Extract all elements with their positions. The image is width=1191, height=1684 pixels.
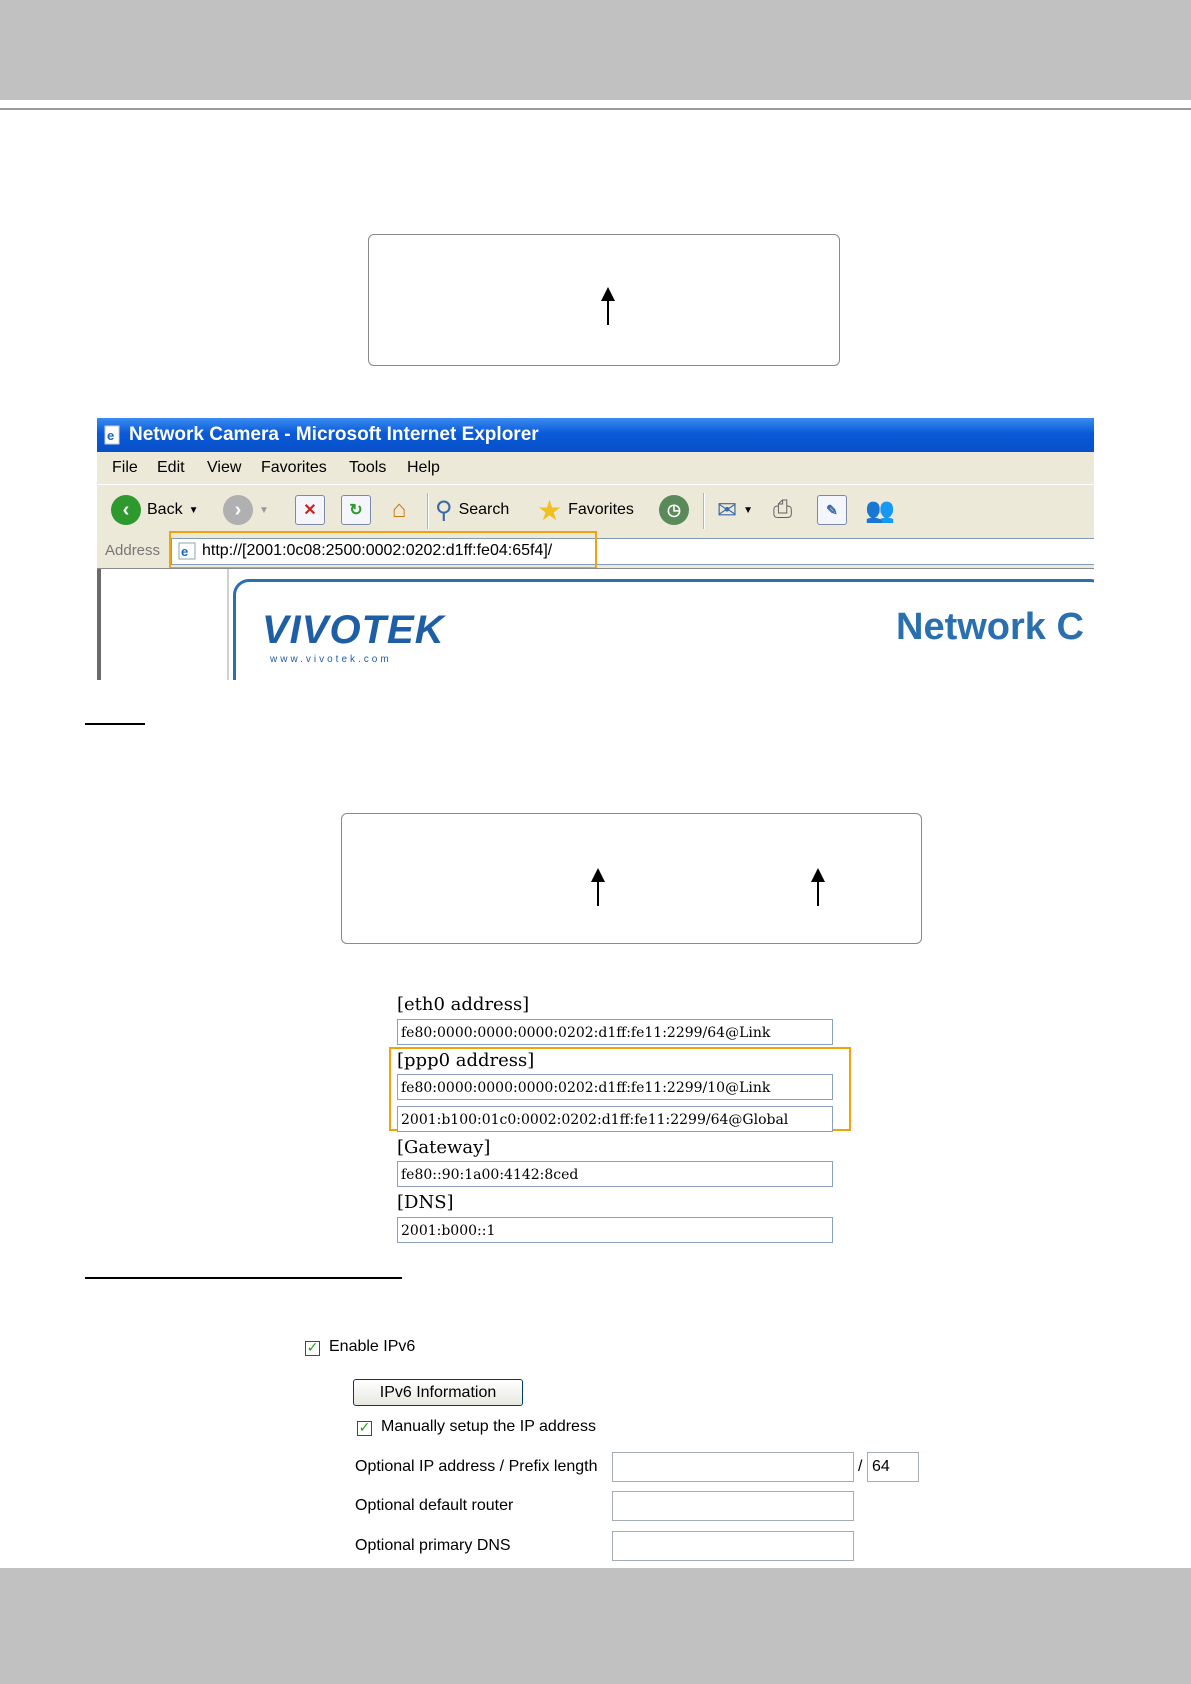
mail-dropdown-icon: ▼ [743,504,754,516]
header-band [0,0,1191,100]
print-button[interactable] [773,485,792,535]
forward-dropdown-icon: ▼ [259,504,269,516]
address-bar [97,536,1094,566]
stop-icon: ✕ [295,495,325,525]
primary-dns-label: Optional primary DNS [355,1537,511,1554]
gateway-field: fe80::90:1a00:4142:8ced [397,1161,833,1187]
menu-file[interactable]: File [112,459,138,476]
forward-arrow-icon: › [223,495,253,525]
vivotek-header-panel [233,579,1094,680]
menu-edit[interactable]: Edit [157,459,185,476]
history-button[interactable] [659,485,689,535]
search-button[interactable] [435,485,509,535]
manual-setup-checkbox[interactable] [357,1421,372,1436]
refresh-button[interactable] [341,485,371,535]
optional-ip-label: Optional IP address / Prefix length [355,1458,598,1475]
note-underline [85,723,145,725]
default-router-label: Optional default router [355,1497,514,1514]
eth0-label: [eth0 address] [397,994,530,1015]
browser-content [97,568,1094,680]
optional-ip-input[interactable] [612,1452,854,1482]
favorites-label: Favorites [568,501,634,518]
ppp0-label: [ppp0 address] [397,1050,535,1071]
default-router-input[interactable] [612,1491,854,1521]
favorites-button[interactable] [537,485,634,535]
enable-ipv6-checkbox[interactable] [305,1341,320,1356]
edit-icon: ✎ [817,495,847,525]
manual-setup-label: Manually setup the IP address [381,1418,596,1435]
messenger-button[interactable] [865,485,895,535]
back-arrow-icon: ‹ [111,495,141,525]
browser-menu-bar [97,452,1094,484]
network-camera-heading: Network C [896,606,1084,648]
back-label: Back [147,501,183,518]
address-url: http://[2001:0c08:2500:0002:0202:d1ff:fe04:65f4]/ [202,542,553,559]
menu-view[interactable]: View [207,459,242,476]
content-left-frame [97,569,229,680]
ipv6-information-button[interactable]: IPv6 Information [353,1379,523,1406]
primary-dns-input[interactable] [612,1531,854,1561]
mail-button[interactable] [717,485,753,535]
browser-title-bar [97,418,1094,452]
home-button[interactable] [385,485,413,535]
prefix-length-input[interactable]: 64 [867,1452,919,1482]
edit-button[interactable] [817,485,847,535]
url-highlight [169,531,597,569]
refresh-icon: ↻ [341,495,371,525]
browser-window [97,418,1094,680]
eth0-address-field: fe80:0000:0000:0000:0202:d1ff:fe11:2299/64@Link [397,1019,833,1045]
browser-title: Network Camera - Microsoft Internet Explorer [129,424,539,445]
print-icon: ⎙ [773,496,793,523]
ppp0-global-address-field: 2001:b100:01c0:0002:0202:d1ff:fe11:2299/64@Global [397,1106,833,1132]
ppp0-link-address-field: fe80:0000:0000:0000:0202:d1ff:fe11:2299/10@Link [397,1074,833,1100]
stop-button[interactable] [295,485,325,535]
svg-text:e: e [181,544,189,559]
menu-tools[interactable]: Tools [349,459,387,476]
browser-toolbar [97,484,1094,537]
prefix-separator: / [858,1458,863,1475]
vivotek-logo: VIVOTEK [262,608,445,652]
address-label: Address [105,542,161,559]
enable-ipv6-label: Enable IPv6 [329,1338,416,1355]
home-icon: ⌂ [391,496,407,523]
section-underline [85,1277,402,1279]
footer-band [0,1568,1191,1684]
check-icon: ✓ [358,1420,371,1436]
menu-help[interactable]: Help [407,459,440,476]
vivotek-logo-url: www.vivotek.com [270,654,392,665]
zone-id-format-box [341,813,922,944]
dns-field: 2001:b000::1 [397,1217,833,1243]
ie-page-icon [103,425,121,445]
back-dropdown-icon: ▼ [188,504,199,516]
dns-label: [DNS] [397,1192,454,1213]
toolbar-separator [427,493,429,529]
mail-icon: ✉ [717,496,738,524]
toolbar-separator [703,493,705,529]
search-label: Search [458,501,510,518]
check-icon: ✓ [306,1340,319,1356]
history-icon: ◷ [659,495,689,525]
forward-button[interactable] [223,485,269,535]
menu-favorites[interactable]: Favorites [261,459,327,476]
search-icon: ⚲ [435,496,453,524]
gateway-label: [Gateway] [397,1137,491,1158]
header-rule [0,108,1191,110]
favorites-star-icon: ★ [537,494,563,526]
messenger-icon: 👥 [865,496,895,524]
back-button[interactable] [111,485,198,535]
svg-text:e: e [107,428,115,443]
url-format-box [368,234,840,366]
